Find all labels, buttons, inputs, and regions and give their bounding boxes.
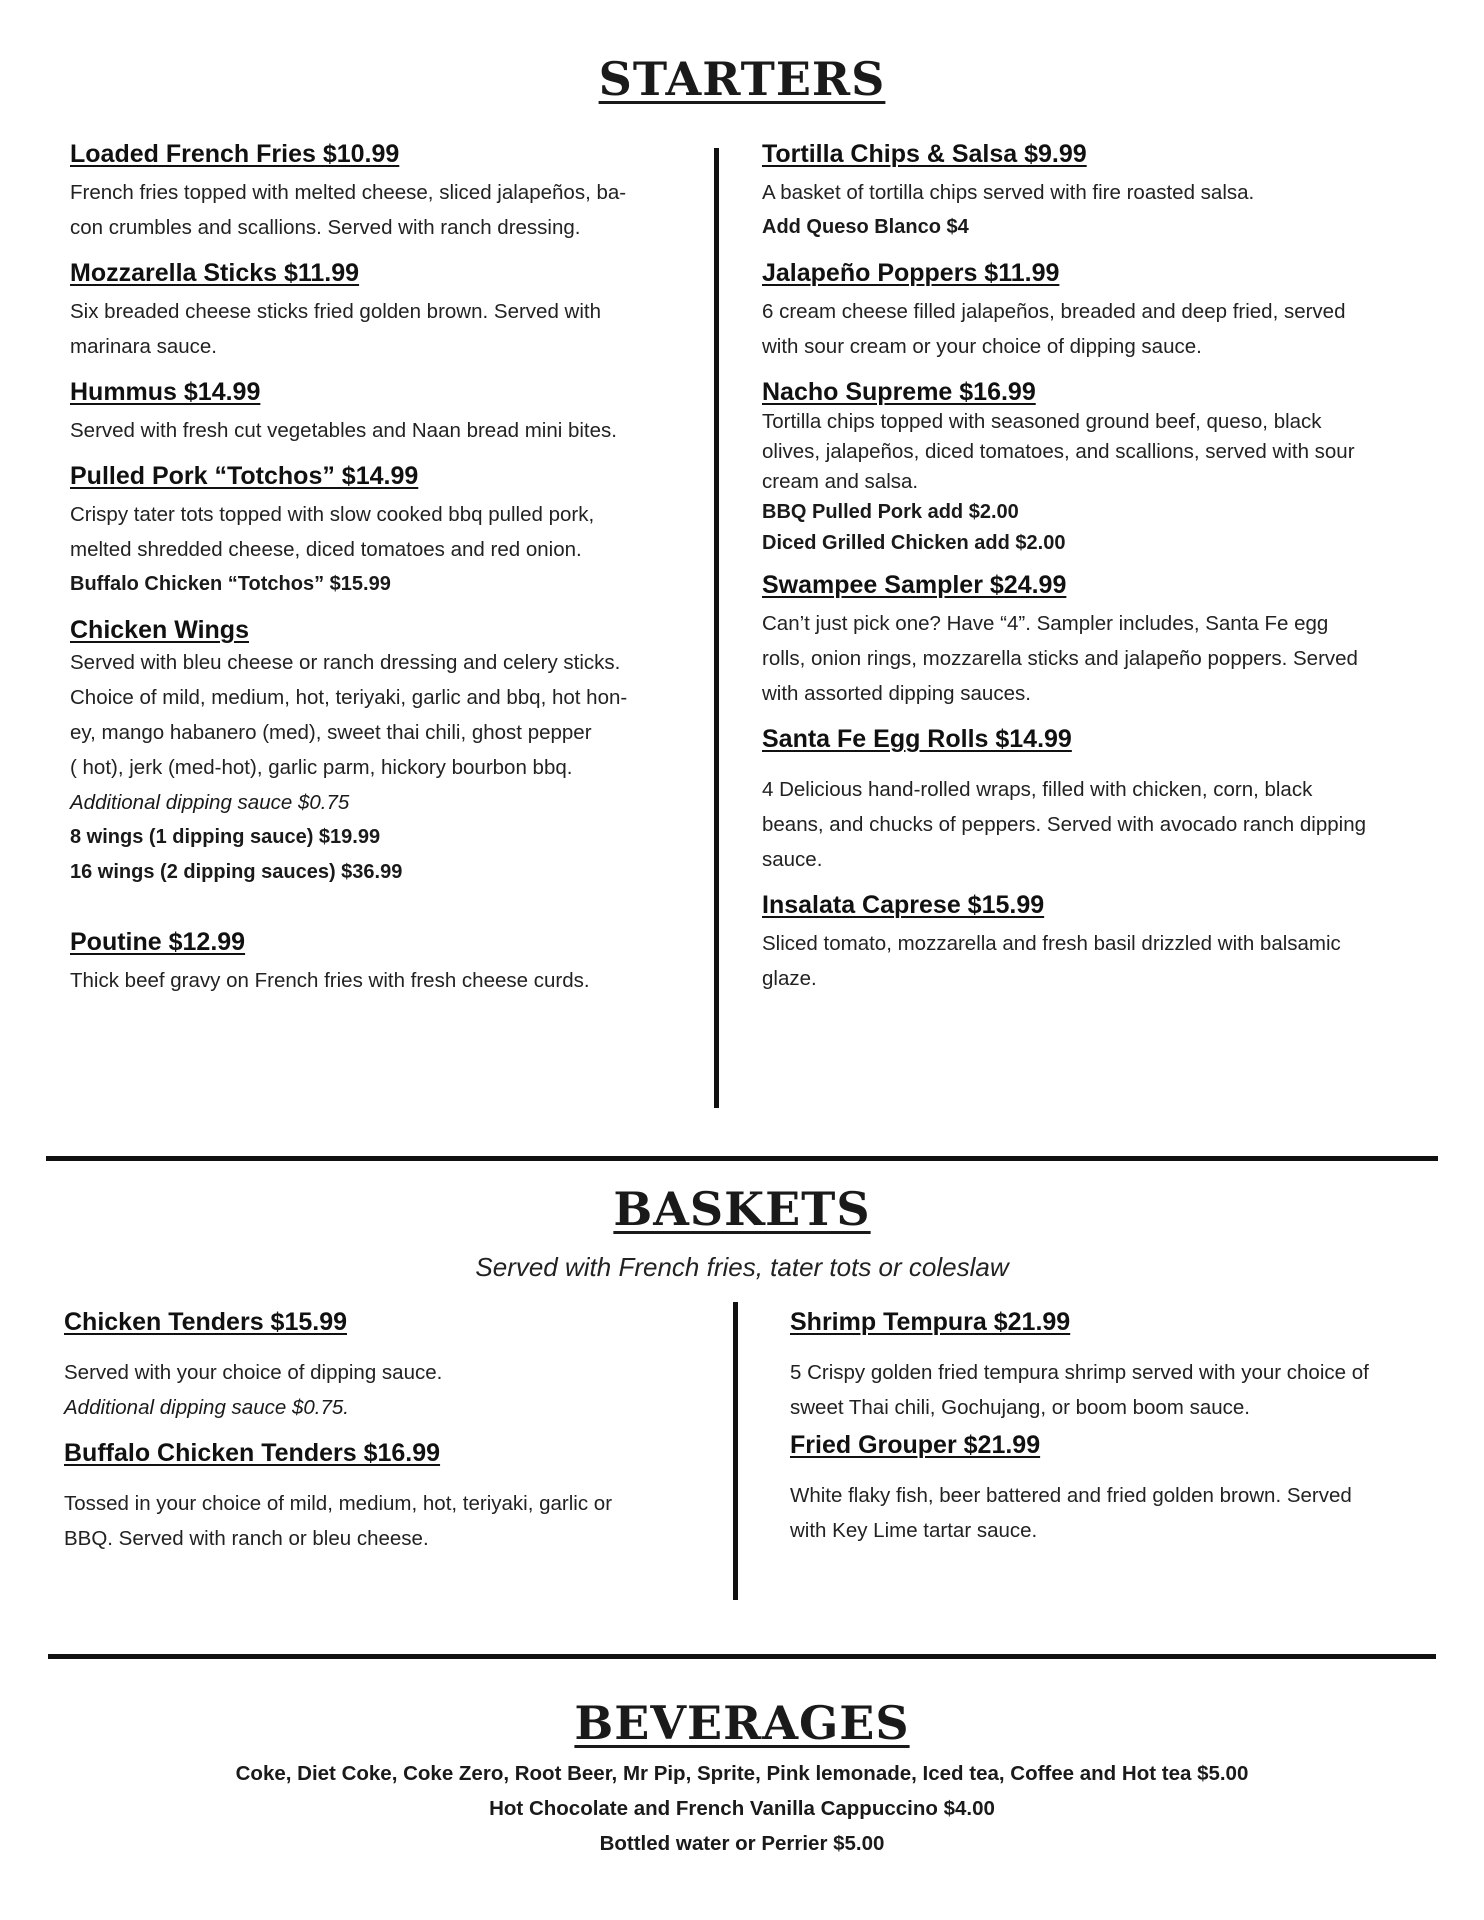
item-desc: Choice of mild, medium, hot, teriyaki, garlic and bbq, hot hon- (70, 686, 628, 709)
item-title: Shrimp Tempura $21.99 (790, 1308, 1071, 1336)
menu-item-swampee-sampler (762, 571, 1452, 711)
menu-item-fried-grouper (790, 1431, 1460, 1548)
item-desc: Tortilla chips topped with seasoned ground beef, queso, black (762, 410, 1322, 433)
menu-item-tortilla-chips (762, 140, 1452, 245)
item-desc: Served with bleu cheese or ranch dressing and celery sticks. (70, 651, 621, 674)
item-desc: ey, mango habanero (med), sweet thai chili, ghost pepper (70, 721, 592, 744)
item-desc: with assorted dipping sauces. (762, 682, 1031, 705)
beverage-line: Hot Chocolate and French Vanilla Cappuccino $4.00 (489, 1797, 995, 1820)
menu-item-nacho-supreme (762, 378, 1452, 559)
item-desc: Can’t just pick one? Have “4”. Sampler includes, Santa Fe egg (762, 612, 1329, 635)
item-desc: marinara sauce. (70, 335, 217, 358)
item-desc: Tossed in your choice of mild, medium, hot, teriyaki, garlic or (64, 1492, 613, 1515)
baskets-left-column (64, 1308, 704, 1556)
menu-item-loaded-french-fries (70, 140, 710, 245)
menu-item-insalata-caprese (762, 891, 1452, 996)
item-note: Additional dipping sauce $0.75. (64, 1396, 349, 1419)
menu-item-shrimp-tempura (790, 1308, 1460, 1425)
item-desc: White flaky fish, beer battered and fried golden brown. Served (790, 1484, 1352, 1507)
item-addon: 16 wings (2 dipping sauces) $36.99 (70, 861, 403, 883)
starters-column-divider (714, 148, 719, 1108)
starters-title: STARTERS (598, 52, 886, 106)
item-desc: Served with your choice of dipping sauce. (64, 1361, 443, 1384)
menu-item-hummus (70, 378, 710, 448)
item-desc: Six breaded cheese sticks fried golden brown. Served with (70, 300, 602, 323)
item-title: Poutine $12.99 (70, 928, 246, 956)
item-title: Nacho Supreme $16.99 (762, 378, 1036, 406)
beverages-list (0, 1756, 1484, 1861)
menu-item-chicken-wings (70, 616, 710, 890)
item-desc: sweet Thai chili, Gochujang, or boom boom sauce. (790, 1396, 1250, 1419)
item-desc: 6 cream cheese filled jalapeños, breaded and deep fried, served (762, 300, 1346, 323)
item-addon: BBQ Pulled Pork add $2.00 (762, 501, 1019, 523)
item-desc: with sour cream or your choice of dipping sauce. (762, 335, 1202, 358)
baskets-subtitle: Served with French fries, tater tots or coleslaw (475, 1252, 1009, 1282)
item-title: Buffalo Chicken Tenders $16.99 (64, 1439, 441, 1467)
item-desc: Served with fresh cut vegetables and Naan bread mini bites. (70, 419, 617, 442)
beverage-line: Bottled water or Perrier $5.00 (599, 1832, 885, 1855)
item-desc: with Key Lime tartar sauce. (790, 1519, 1038, 1542)
starters-right-column (762, 140, 1452, 996)
menu-item-poutine (70, 928, 710, 998)
item-desc: con crumbles and scallions. Served with ranch dressing. (70, 216, 581, 239)
item-addon: Add Queso Blanco $4 (762, 216, 969, 238)
item-desc: rolls, onion rings, mozzarella sticks and jalapeño poppers. Served (762, 647, 1358, 670)
baskets-column-divider (733, 1302, 738, 1600)
item-note: Additional dipping sauce $0.75 (70, 791, 350, 814)
baskets-title: BASKETS (613, 1182, 871, 1236)
item-desc: French fries topped with melted cheese, sliced jalapeños, ba- (70, 181, 627, 204)
section-divider (48, 1654, 1436, 1659)
item-desc: Thick beef gravy on French fries with fresh cheese curds. (70, 969, 590, 992)
item-desc: BBQ. Served with ranch or bleu cheese. (64, 1527, 429, 1550)
item-title: Pulled Pork “Totchos” $14.99 (70, 462, 419, 490)
item-title: Loaded French Fries $10.99 (70, 140, 400, 168)
baskets-right-column (790, 1308, 1460, 1548)
item-title: Fried Grouper $21.99 (790, 1431, 1041, 1459)
beverages-title: BEVERAGES (574, 1696, 910, 1750)
item-title: Hummus $14.99 (70, 378, 261, 406)
item-desc: ( hot), jerk (med-hot), garlic parm, hickory bourbon bbq. (70, 756, 573, 779)
item-title: Mozzarella Sticks $11.99 (70, 259, 360, 287)
item-desc: beans, and chucks of peppers. Served with avocado ranch dipping (762, 813, 1366, 836)
item-title: Jalapeño Poppers $11.99 (762, 259, 1060, 287)
item-title: Insalata Caprese $15.99 (762, 891, 1045, 919)
item-desc: cream and salsa. (762, 470, 919, 493)
item-title: Santa Fe Egg Rolls $14.99 (762, 725, 1072, 753)
item-title: Chicken Tenders $15.99 (64, 1308, 348, 1336)
starters-left-column (70, 140, 710, 998)
item-desc: Sliced tomato, mozzarella and fresh basil drizzled with balsamic (762, 932, 1341, 955)
item-desc: glaze. (762, 967, 817, 990)
menu-item-buffalo-chicken-tenders (64, 1439, 704, 1556)
item-desc: Crispy tater tots topped with slow cooked bbq pulled pork, (70, 503, 595, 526)
item-desc: 4 Delicious hand-rolled wraps, filled with chicken, corn, black (762, 778, 1313, 801)
menu-item-santa-fe-egg-rolls (762, 725, 1452, 877)
beverage-line: Coke, Diet Coke, Coke Zero, Root Beer, Mr Pip, Sprite, Pink lemonade, Iced tea, Coffee and Hot tea $5.00 (235, 1762, 1249, 1785)
menu-item-jalapeno-poppers (762, 259, 1452, 364)
item-addon: Diced Grilled Chicken add $2.00 (762, 532, 1066, 554)
menu-item-pulled-pork-totchos (70, 462, 710, 602)
item-addon: Buffalo Chicken “Totchos” $15.99 (70, 573, 391, 595)
item-desc: A basket of tortilla chips served with fire roasted salsa. (762, 181, 1255, 204)
item-desc: olives, jalapeños, diced tomatoes, and scallions, served with sour (762, 440, 1355, 463)
item-title: Swampee Sampler $24.99 (762, 571, 1067, 599)
menu-item-mozzarella-sticks (70, 259, 710, 364)
item-desc: sauce. (762, 848, 823, 871)
item-title: Tortilla Chips & Salsa $9.99 (762, 140, 1087, 168)
item-addon: 8 wings (1 dipping sauce) $19.99 (70, 826, 381, 848)
item-title: Chicken Wings (70, 616, 249, 644)
item-desc: 5 Crispy golden fried tempura shrimp served with your choice of (790, 1361, 1369, 1384)
item-desc: melted shredded cheese, diced tomatoes and red onion. (70, 538, 582, 561)
section-divider (46, 1156, 1438, 1161)
menu-item-chicken-tenders (64, 1308, 704, 1425)
